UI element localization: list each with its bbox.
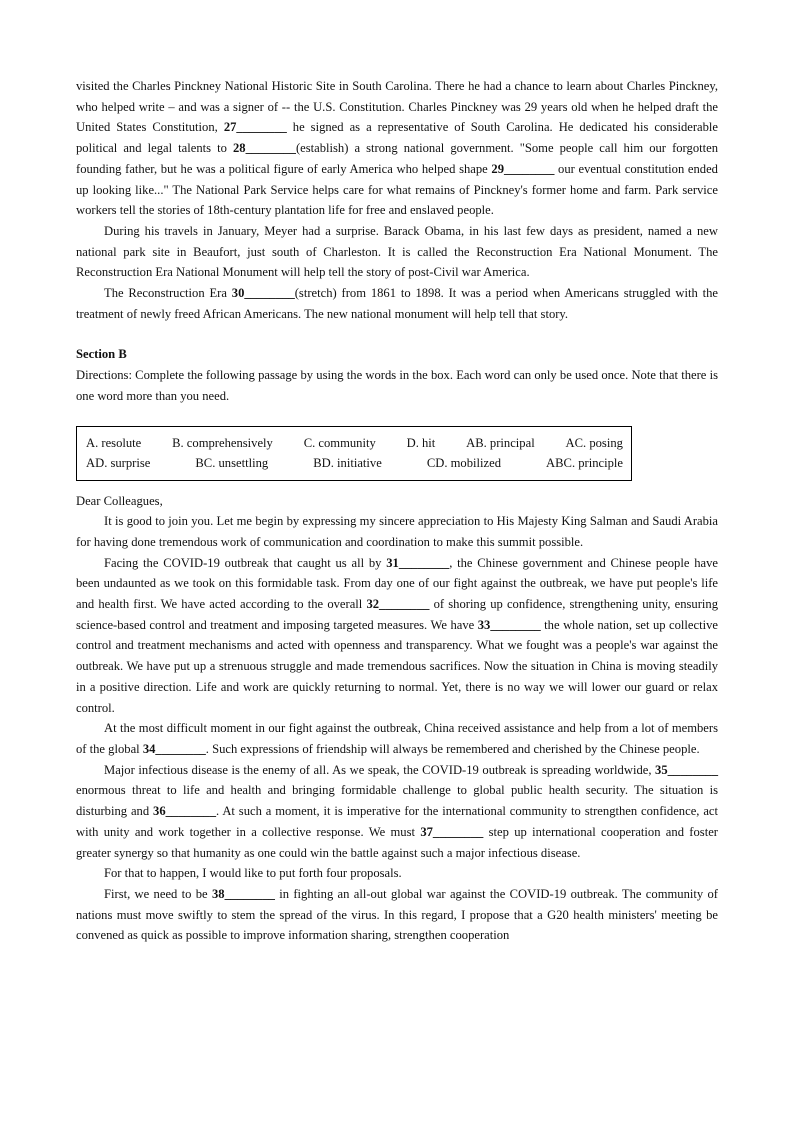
- blank-34[interactable]: 34________: [142, 741, 206, 756]
- letter-salutation: Dear Colleagues,: [76, 493, 163, 508]
- blank-31[interactable]: 31________: [386, 555, 450, 570]
- letter-paragraph-1: It is good to join you. Let me begin by expressing my sincere appreciation to His Majesty King Salman and Saudi Arabia for having done tremendous work of communication and coordination to make this summit possible.: [76, 514, 718, 549]
- word-box-row-1: [86, 433, 623, 453]
- word-option: BC. unsettling: [195, 455, 269, 470]
- blank-30[interactable]: 30________: [231, 286, 295, 301]
- section-b-heading: Section B: [76, 347, 127, 362]
- letter-paragraph-6: First, we need to be 38________ in fighting an all-out global war against the COVID-19 outbreak. The community of nations must move swiftly to stem the spread of the virus. In this regard, I propose that a G20 health ministers' meeting be convened as quick as possible to improve information sharing, strengthen cooperation: [76, 886, 718, 943]
- word-option: D. hit: [406, 435, 436, 450]
- blank-29[interactable]: 29________: [491, 161, 555, 176]
- letter-paragraph-2: Facing the COVID-19 outbreak that caught us all by 31________, the Chinese government and Chinese people have been undaunted as we took on this formidable task. From day one of our fight against the outbreak, we have put people's life and health first. We have acted according to the overall 32________ of shoring up confidence, strengthening unity, ensuring science-based control and treatment and imposing targeted measures. We have 33________ the whole nation, set up collective control and treatment mechanisms and acted with openness and transparency. What we fought was a people's war against the outbreak. We have put up a strenuous struggle and made tremendous sacrifices. Now the situation in China is moving steadily in a positive direction. Life and work are quickly returning to normal. Yet, there is no way we will lower our guard or relax control.: [76, 555, 718, 715]
- blank-32[interactable]: 32________: [366, 597, 430, 612]
- letter-paragraph-5: For that to happen, I would like to put forth four proposals.: [104, 866, 402, 881]
- word-option: C. community: [303, 435, 376, 450]
- word-option: AB. principal: [466, 435, 535, 450]
- blank-35[interactable]: 35________: [655, 762, 718, 777]
- blank-36[interactable]: 36________: [153, 804, 216, 819]
- blank-38[interactable]: 38________: [211, 886, 275, 901]
- word-option: ABC. principle: [546, 455, 623, 470]
- word-option: A. resolute: [86, 435, 142, 450]
- blank-33[interactable]: 33________: [477, 617, 541, 632]
- word-option: BD. initiative: [313, 455, 382, 470]
- word-option: CD. mobilized: [426, 455, 501, 470]
- blank-27[interactable]: 27________: [223, 120, 287, 135]
- passage-a-paragraph-1: visited the Charles Pinckney National Historic Site in South Carolina. There he had a chance to learn about Charles Pinckney, who helped write – and was a signer of -- the U.S. Constitution. Charles Pinckney was 29 years old when he helped draft the United States Constitution, 27________ he signed as a representative of South Carolina. He dedicated his considerable political and legal talents to 28________(establish) a strong national government. "Some people call him our forgotten founding father, but he was a political figure of early America who helped shape 29________ our eventual constitution ended up looking like..." The National Park Service helps care for what remains of Pinckney's former home and farm. Park service workers tell the stories of 18th-century plantation life for free and enslaved people.: [76, 79, 718, 218]
- document-page: [76, 76, 718, 946]
- word-box: [76, 426, 632, 481]
- blank-28[interactable]: 28________: [232, 141, 296, 156]
- word-option: B. comprehensively: [172, 435, 273, 450]
- passage-a-paragraph-2: During his travels in January, Meyer had a surprise. Barack Obama, in his last few days as president, named a new national park site in Beaufort, just south of Charleston. It is called the Reconstruction Era National Monument. The Reconstruction Era National Monument will help tell the story of post-Civil war America.: [76, 223, 718, 280]
- word-box-row-2: [86, 453, 623, 473]
- letter-paragraph-3: At the most difficult moment in our fight against the outbreak, China received assistance and help from a lot of members of the global 34________. Such expressions of friendship will always be remembered and cherished by the Chinese people.: [76, 721, 718, 756]
- section-b-directions: Directions: Complete the following passage by using the words in the box. Each word can only be used once. Note that there is one word more than you need.: [76, 368, 718, 403]
- blank-37[interactable]: 37________: [420, 824, 484, 839]
- word-option: AD. surprise: [86, 455, 151, 470]
- passage-a-paragraph-3: The Reconstruction Era 30________(stretch) from 1861 to 1898. It was a period when Americans struggled with the treatment of newly freed African Americans. The new national monument will help tell that story.: [76, 286, 718, 321]
- word-option: AC. posing: [565, 435, 623, 450]
- letter-paragraph-4: Major infectious disease is the enemy of all. As we speak, the COVID-19 outbreak is spreading worldwide, 35________ enormous threat to life and health and bringing formidable challenge to global public health security. The situation is disturbing and 36________. At such a moment, it is imperative for the international community to strengthen confidence, act with unity and work together in a collective response. We must 37________ step up international cooperation and foster greater synergy so that humanity as one could win the battle against such a major infectious disease.: [76, 762, 718, 860]
